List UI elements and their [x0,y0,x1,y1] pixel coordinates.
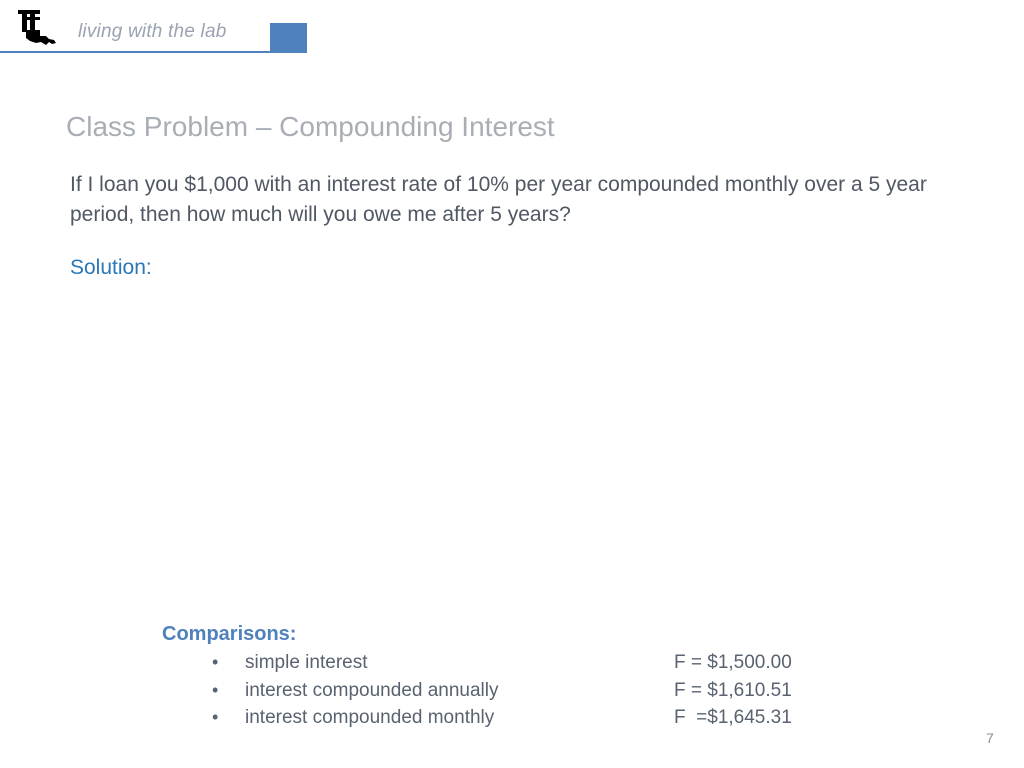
bullet-icon: • [212,707,219,727]
comparison-item [210,707,830,735]
problem-statement: If I loan you $1,000 with an interest rate of 10% per year compounded monthly over a 5 year period, then how much will you owe me after 5 years? [70,173,927,226]
tech-state-logo-icon [16,8,58,48]
comparison-item [210,680,830,708]
bullet-icon: • [212,679,219,700]
comparisons-list [210,652,830,735]
comparison-label: simple interest [245,652,368,673]
comparison-label: interest compounded monthly [245,707,495,728]
comparison-value: F = $1,610.51 [674,679,792,701]
comparison-item [210,652,830,680]
page-number: 7 [986,730,994,746]
comparison-value: F =$1,645.31 [674,707,792,728]
comparison-value: F = $1,500.00 [674,652,792,673]
header-accent-square [270,23,307,52]
solution-label: Solution: [70,256,152,279]
comparison-label: interest compounded annually [245,679,499,701]
header-rule [0,51,307,53]
slide-title: Class Problem – Compounding Interest [66,111,555,142]
bullet-icon: • [212,652,219,672]
comparisons-heading: Comparisons: [162,623,297,645]
header-tagline: living with the lab [78,21,227,42]
